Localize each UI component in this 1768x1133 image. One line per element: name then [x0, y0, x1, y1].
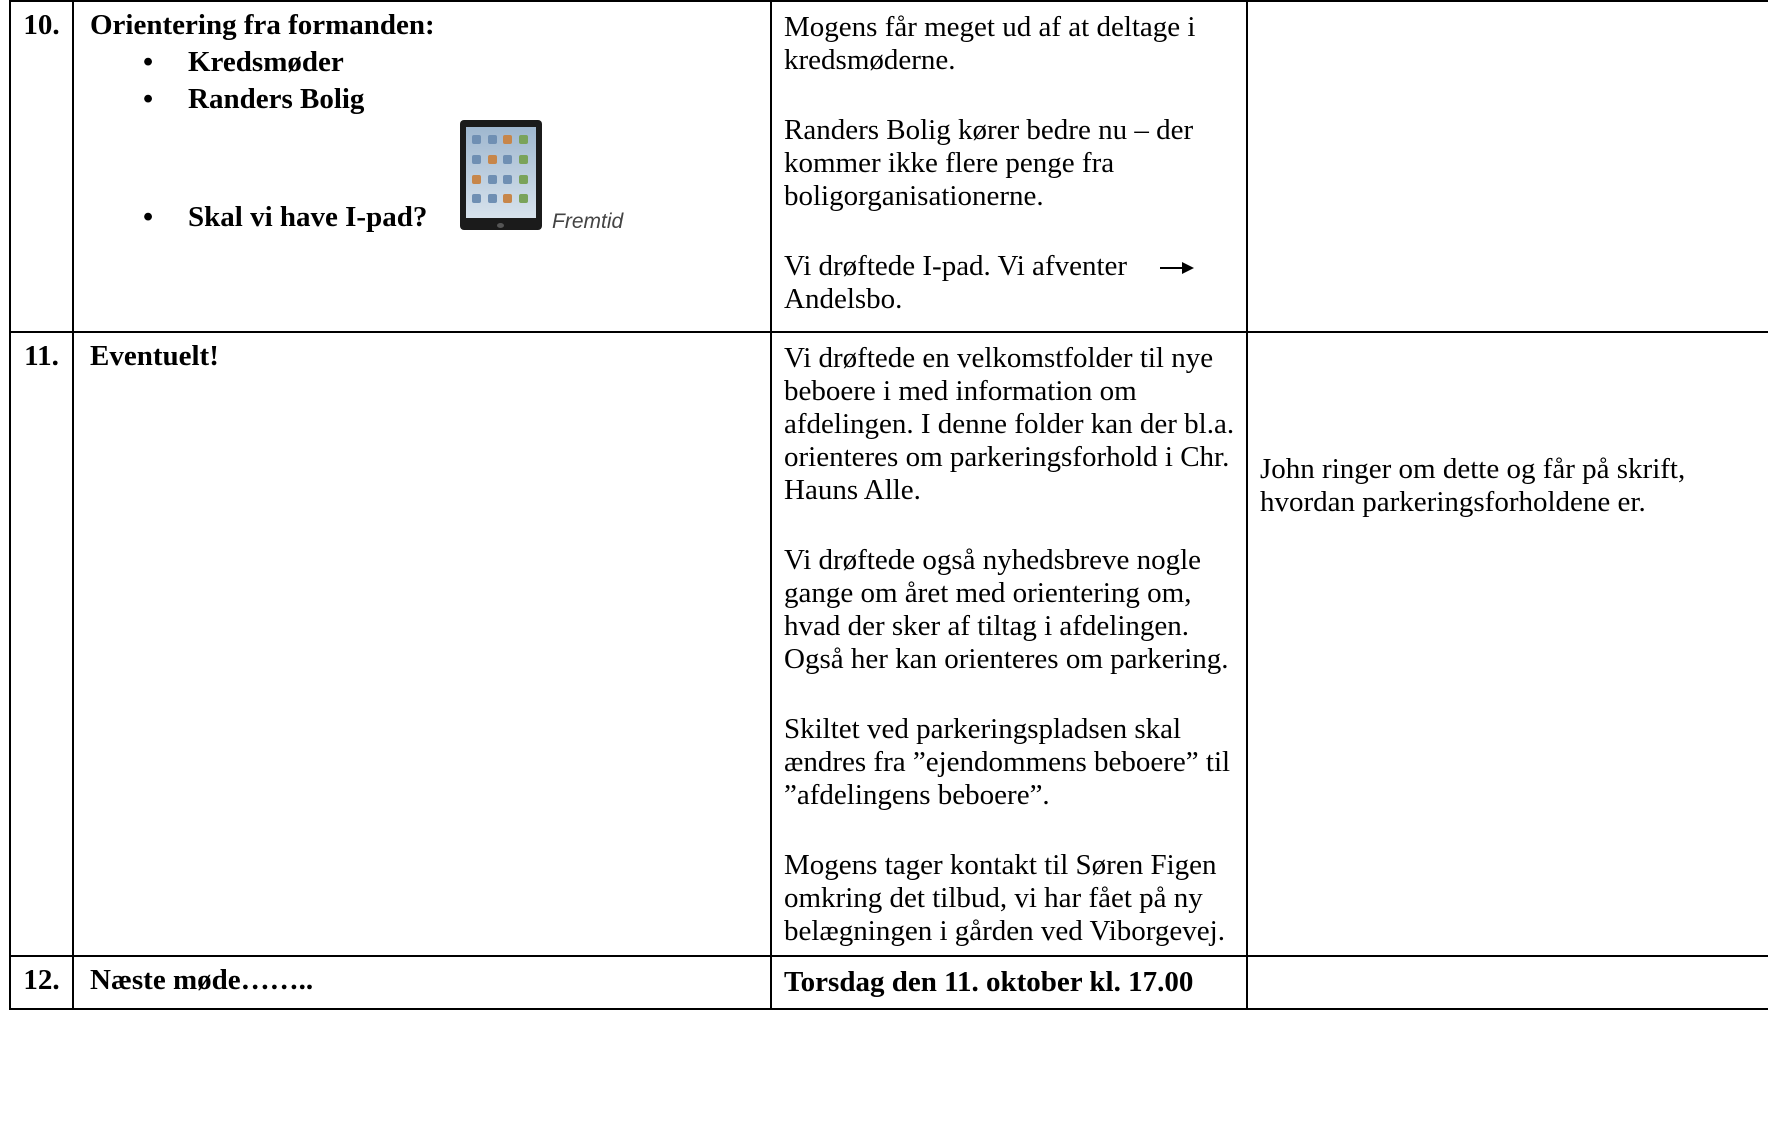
list-item-label: Randers Bolig: [188, 83, 365, 115]
list-item: [143, 120, 770, 238]
note-text: Vi drøftede I-pad. Vi afventer: [784, 250, 1128, 282]
agenda-row-12: [10, 956, 1768, 1009]
note-paragraph: Vi drøftede en velkomstfolder til nye beboere i med information om afdelingen. I denne folder kan der bl.a. orienteres om parkeringsforhold i Chr. Hauns Alle.: [784, 342, 1235, 506]
agenda-cell: [73, 332, 771, 956]
action-cell: [1247, 332, 1768, 956]
list-item: [143, 83, 770, 120]
notes-cell: [771, 1, 1247, 332]
agenda-row-11: [10, 332, 1768, 956]
note-paragraph: Vi drøftede også nyhedsbreve nogle gange om året med orientering om, hvad der sker af tiltag i afdelingen. Også her kan orienteres om parkering.: [784, 544, 1229, 675]
notes-cell: [771, 956, 1247, 1009]
note-paragraph: Mogens får meget ud af at deltage i kredsmøderne.: [784, 11, 1196, 76]
agenda-row-10: [10, 1, 1768, 332]
note-paragraph: Skiltet ved parkeringspladsen skal ændres fra ”ejendommens beboere” til ”afdelingens beboere”.: [784, 713, 1231, 811]
note-paragraph: Mogens tager kontakt til Søren Figen omkring det tilbud, vi har fået på ny belægningen i gården ved Viborgevej.: [784, 849, 1225, 947]
agenda-title: Orientering fra formanden:: [90, 9, 435, 41]
right-arrow-icon: [1160, 261, 1196, 275]
item-number: 12.: [10, 956, 73, 1009]
note-paragraph: Randers Bolig kører bedre nu – der kommer ikke flere penge fra boligorganisationerne.: [784, 114, 1194, 212]
agenda-title: Næste møde……..: [90, 964, 314, 996]
agenda-cell: [73, 1, 771, 332]
list-item: [143, 46, 770, 83]
list-item-label: Kredsmøder: [188, 46, 344, 78]
action-cell: [1247, 1, 1768, 332]
agenda-cell: [73, 956, 771, 1009]
ipad-caption: Fremtid: [552, 210, 624, 233]
ipad-tablet-icon: [460, 120, 542, 230]
agenda-title: Eventuelt!: [90, 340, 219, 372]
bullet-dot-icon: •: [143, 46, 154, 78]
bullet-list: [90, 46, 770, 238]
note-paragraph: [784, 250, 1236, 316]
item-number: 11.: [10, 332, 73, 956]
action-text: John ringer om dette og får på skrift, hvordan parkeringsforholdene er.: [1260, 453, 1686, 518]
item-number: 10.: [10, 1, 73, 332]
bullet-dot-icon: •: [143, 83, 154, 115]
list-item-label: Skal vi have I-pad?: [188, 201, 428, 233]
note-text: Andelsbo.: [784, 283, 903, 315]
action-cell: [1247, 956, 1768, 1009]
next-meeting-date: Torsdag den 11. oktober kl. 17.00: [784, 966, 1194, 998]
notes-cell: [771, 332, 1247, 956]
bullet-dot-icon: •: [143, 201, 154, 233]
meeting-minutes-table: [9, 0, 1768, 1010]
